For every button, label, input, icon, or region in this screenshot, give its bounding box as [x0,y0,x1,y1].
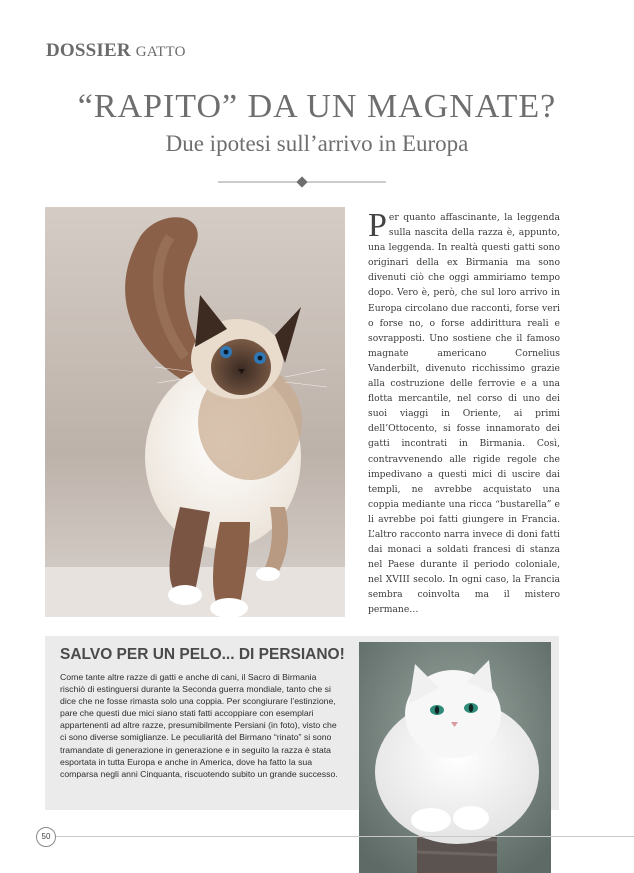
page-number: 50 [36,827,56,847]
footer-rule [52,836,634,837]
article-body [368,207,560,618]
box-text: Come tante altre razze di gatti e anche di cani, il Sacro di Birmania rischiò di estinguersi durante la Seconda guerra mondiale, tanto che si dice che ne fosse rimasta solo una coppia. Per scongiurare l’estinzione, pare che questi due mici siano stati fatti accoppiare con esemplari appartenenti ad altre razze, presumibilmente Persiani (in foto), visto che ci sono diverse somiglianze. Le peculiarità del Birmano “rinato” si sono tramandate di generazione in generazione e in seguito la razza è stata esportata in tutta Europa e anche in America, dove ha fatto la sua comparsa negli anni Cinquanta, riscuotendo subito un grande successo. [60,672,338,779]
box-heading: SALVO PER UN PELO... DI PERSIANO! [60,646,345,663]
article-text: er quanto affascinante, la leggenda sulla nascita della razza è, appunto, una leggenda. In realtà questi gatti sono originari della ex Birmania ma sono divenuti ciò che oggi ammiriamo tempo dopo. Vero è, però, che sul loro arrivo in Europa circolano due racconti, forse veri o forse no, o forse addirittura reali e sovrapposti. Uno sostiene che il famoso magnate americano Cornelius Vanderbilt, divenuto ricchissimo grazie alla costruzione delle ferrovie e a una flotta mercantile, nel corso di uno dei suoi viaggi in Oriente, ai primi dell’Ottocento, si fosse innamorato dei gatti incontrati in Birmania. Così, contravvenendo alle rigide regole che impedivano a questi mici di uscire dai templi, ne avrebbe acquistato una coppia mediante una ricca “bustarella” e li avrebbe poi fatti giungere in Francia. L’altro racconto narra invece di doni fatti dai monaci a soldati francesi di stanza nel Paese durante il periodo coloniale, nel XVIII secolo. In ogni caso, la Francia sembra coinvolta ma il mistero permane… [368,212,560,616]
section-label: DOSSIER [46,40,131,61]
drop-cap: P [368,207,387,244]
section-topic: GATTO [135,44,186,60]
page-subtitle: Due ipotesi sull’arrivo in Europa [165,131,469,156]
birman-cat-photo [45,207,345,617]
persian-cat-photo [359,642,551,873]
page-title: “RAPITO” DA UN MAGNATE? [77,88,557,125]
section-header [46,40,186,62]
title-divider [218,176,386,188]
